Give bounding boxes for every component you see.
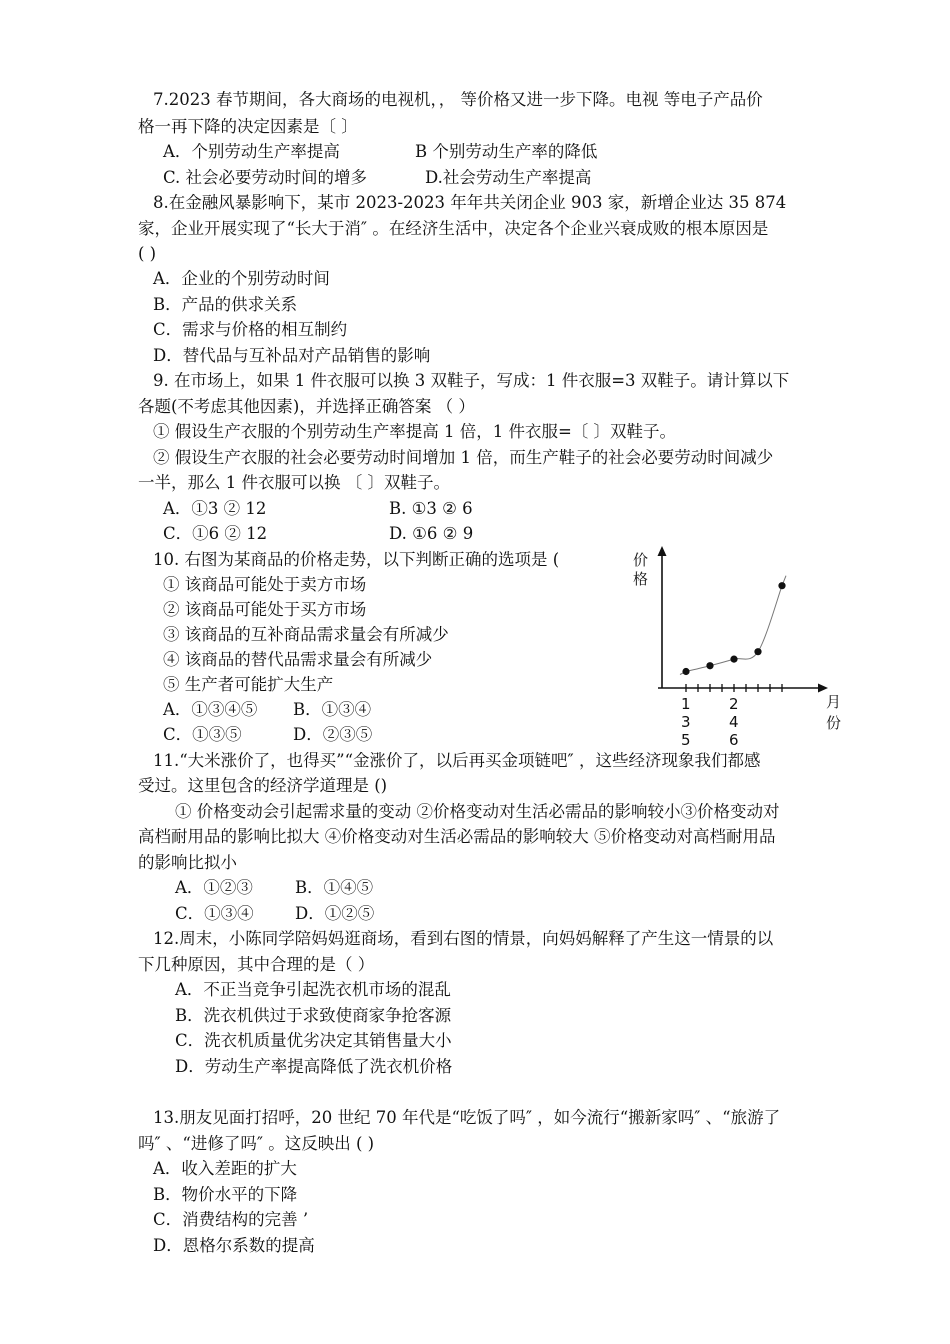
q9-option-b: B. ①3 ② 6 [389,499,473,518]
q12-option-b: B．洗衣机供过于求致使商家争抢客源 [175,1006,452,1025]
q11-option-row1 [175,877,374,899]
data-point-5 [778,582,785,589]
q8-stem-line1: 8.在金融风暴影响下，某市 2023-2023 年年共关闭企业 903 家，新增企业达 35 874 [153,193,787,212]
q11-statements-line1: ① 价格变动会引起需求量的变动 ②价格变动对生活必需品的影响较小③价格变动对 [175,802,780,821]
x-tick-label-1-bot: 5 [681,731,691,749]
q12-stem-line1: 12.周末，小陈同学陪妈妈逛商场，看到右图的情景，向妈妈解释了产生这一情景的以 [153,929,774,948]
q10-stem-line1: 10. 右图为某商品的价格走势，以下判断正确的选项是 ( [153,550,560,569]
q9-sub-2b: 一半，那么 1 件衣服可以换 〔 〕双鞋子。 [138,473,450,492]
q10-statement-5: ⑤ 生产者可能扩大生产 [163,675,334,694]
x-tick-label-2-bot: 6 [729,731,739,749]
data-point-2 [706,662,713,669]
x-axis-arrow [818,684,828,693]
q13-stem-line1: 13.朋友见面打招呼，20 世纪 70 年代是“吃饭了吗″ ，如今流行“搬新家吗″ 、“旅游了 [153,1108,781,1127]
q7-stem-line1: 7.2023 春节期间，各大商场的电视机，， 等价格又进一步下降。电视 等电子产品价 [153,90,763,109]
data-points [682,582,785,675]
q11-option-row2 [175,903,375,925]
y-axis-arrow [658,546,667,556]
q9-stem-line1: 9. 在市场上，如果 1 件衣服可以换 3 双鞋子，写成：1 件衣服=3 双鞋子。请计算以下 [153,371,790,390]
x-tick-label-1-mid: 3 [681,713,691,731]
y-axis-label-char2: 格 [633,570,649,588]
q13-option-c: C．消费结构的完善 ’ [153,1210,309,1229]
q8-option-d: D．替代品与互补品对产品销售的影响 [153,346,431,365]
q10-statement-2: ② 该商品可能处于买方市场 [163,600,367,619]
q10-option-b: B．①③④ [293,700,372,719]
q8-option-b: B．产品的供求关系 [153,295,298,314]
q11-statements-line3: 的影响比拟小 [138,853,237,872]
q11-stem-line1: 11.“大米涨价了，也得买”“金涨价了，以后再买金项链吧″ ，这些经济现象我们都感 [153,751,761,770]
q11-option-d: D．①②⑤ [295,904,375,923]
q9-sub-2a: ② 假设生产衣服的社会必要劳动时间增加 1 倍，而生产鞋子的社会必要劳动时间减少 [153,448,774,467]
q12-option-d: D．劳动生产率提高降低了洗衣机价格 [175,1057,453,1076]
q7-option-b: B 个别劳动生产率的降低 [415,142,598,161]
q8-stem-line2: 家，企业开展实现了“长大于消″ 。在经济生活中，决定各个企业兴衰成败的根本原因是 [138,219,769,238]
q11-option-a: A．①②③ [175,878,253,897]
q13-option-b: B．物价水平的下降 [153,1185,298,1204]
q7-option-d: D.社会劳动生产率提高 [425,168,592,187]
q9-option-c: C．①6 ② 12 [163,524,268,543]
q9-stem-line2: 各题(不考虑其他因素)，并选择正确答案 （ ） [138,397,475,416]
q10-option-a: A．①③④⑤ [163,700,258,719]
data-point-3 [730,656,737,663]
q7-option-a: A．个别劳动生产率提高 [163,142,340,161]
x-tick-label-2-mid: 4 [729,713,739,731]
q10-statement-1: ① 该商品可能处于卖方市场 [163,575,367,594]
q7-option-c: C. 社会必要劳动时间的增多 [163,168,368,187]
q13-option-a: A．收入差距的扩大 [153,1159,297,1178]
price-trend-chart [628,546,890,756]
q10-statement-3: ③ 该商品的互补商品需求量会有所减少 [163,625,449,644]
x-tick-labels [681,695,739,749]
q10-option-c: C．①③⑤ [163,725,242,744]
q10-option-row1 [163,699,372,721]
q7-option-row1 [163,141,598,163]
q8-option-a: A．企业的个别劳动时间 [153,269,330,288]
q9-option-row2 [163,523,474,545]
q7-stem-line2: 格一再下降的决定因素是〔 〕 [138,117,358,136]
data-point-1 [682,668,689,675]
q9-option-d: D. ①6 ② 9 [389,524,474,543]
q12-option-c: C．洗衣机质量优劣决定其销售量大小 [175,1031,452,1050]
q7-option-row2 [163,167,592,189]
q13-stem-line2: 吗″ 、“进修了吗″ 。这反映出 ( ) [138,1134,375,1153]
q11-option-b: B．①④⑤ [295,878,374,897]
x-axis-label-char2: 份 [826,714,842,732]
q8-stem-line3: ( ) [138,244,157,263]
q11-stem-line2: 受过。这里包含的经济学道理是 () [138,776,388,795]
data-point-4 [754,648,761,655]
q8-option-c: C．需求与价格的相互制约 [153,320,348,339]
q12-stem-line2: 下几种原因，其中合理的是（ ） [138,955,375,974]
q10-option-row2 [163,724,373,746]
q11-statements-line2: 高档耐用品的影响比拟大 ④价格变动对生活必需品的影响较大 ⑤价格变动对高档耐用品 [138,827,776,846]
q9-option-a: A．①3 ② 12 [163,499,267,518]
q9-option-row1 [163,498,473,520]
q13-option-d: D．恩格尔系数的提高 [153,1236,315,1255]
x-axis-label-char1: 月 [826,693,842,711]
q9-sub-1: ① 假设生产衣服的个别劳动生产率提高 1 倍，1 件衣服=〔 〕双鞋子。 [153,422,677,441]
y-axis-label-char1: 价 [633,551,649,569]
q12-option-a: A．不正当竞争引起洗衣机市场的混乱 [175,980,451,999]
x-tick-label-1-top: 1 [681,695,691,713]
q10-statement-4: ④ 该商品的替代品需求量会有所减少 [163,650,433,669]
q10-option-d: D．②③⑤ [293,725,373,744]
q11-option-c: C．①③④ [175,904,254,923]
x-tick-label-2-top: 2 [729,695,739,713]
